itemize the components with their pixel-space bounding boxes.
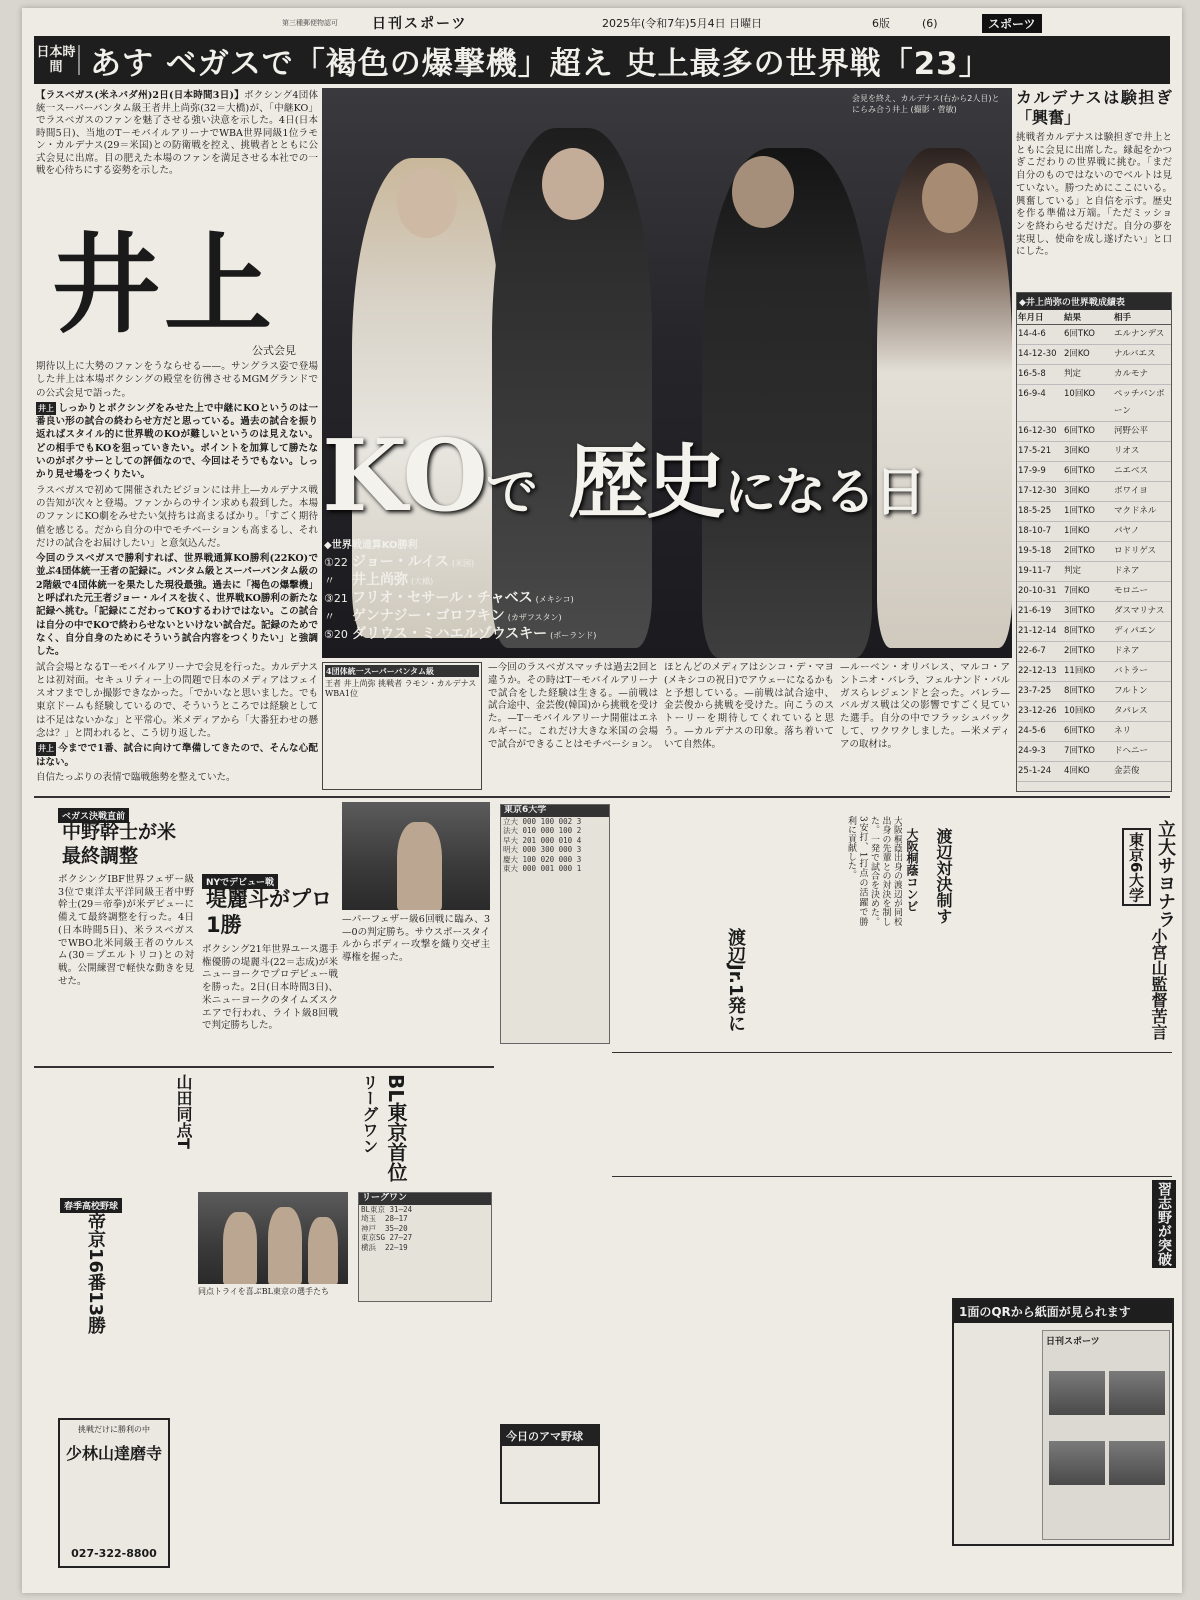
banner-headline [34, 36, 1170, 84]
ad-name: 少林山達磨寺 [65, 1444, 162, 1463]
record-cell-opp: カルモナ [1114, 369, 1149, 379]
qr-thumb [1049, 1371, 1105, 1415]
edition: 6版 [872, 17, 890, 30]
tsutsumi-text: ボクシング21年世界ユース選手権優勝の堤麗斗(22＝志成)が米ニューヨークでプロデビュー戦を勝った。2日(日本時間3日)、米ニューヨークのタイムズスクエアで行われ、ライト級8回戦で判定勝ちした。 [202, 944, 338, 1032]
sidebar-text: 挑戦者カルデナスは験担ぎで井上とともに会見に出席した。縁起をかつぎこだわりの世界戦に挑む。「まだ自分のものではないのでベルトは見ていない。勝つためにここにいる。興奮している」と自信を示す。歴史を作る準備は万端。「ただミッションを終わらせるだけだ。自分の夢を実現し、使命を成し遂げたい」と口にした。 [1016, 132, 1172, 258]
record-table-row [1017, 422, 1171, 442]
record-table-title: ◆井上尚弥の世界戦成績表 [1017, 293, 1171, 310]
qr-thumb [1109, 1371, 1165, 1415]
record-cell-result: 6回TKO [1064, 466, 1095, 476]
face [732, 156, 794, 228]
record-cell-result: 7回KO [1064, 586, 1090, 596]
record-table-row [1017, 702, 1171, 722]
tsutsumi-tag: NYでデビュー戦 [202, 870, 278, 889]
rikkyo-side: 小宮山監督苦言 [1149, 928, 1168, 1040]
main-photo [322, 88, 1012, 658]
record-cell-result: 6回TKO [1064, 726, 1095, 736]
record-cell-result: 2回TKO [1064, 646, 1095, 656]
record-table-row [1017, 502, 1171, 522]
record-cell-date: 21-12-14 [1018, 626, 1057, 636]
kicker: 公式会見 [252, 344, 296, 357]
score-line: 立大 000 100 002 3 [503, 816, 582, 826]
record-cell-date: 20-10-31 [1018, 586, 1057, 596]
ko-record-row: ⑤20 ダリウス・ミハエルゾウスキー (ポーランド) [324, 626, 597, 642]
lead-paragraph [36, 90, 318, 195]
ad-tel: 027-322-8800 [71, 1547, 157, 1560]
rugby-photo-caption: 同点トライを喜ぶBL東京の選手たち [198, 1287, 329, 1296]
score-line: 慶大 100 020 000 3 [503, 854, 582, 864]
body-paragraph: 井上 しっかりとボクシングをみせた上で中継にKOというのは一番良い形の試合の終わらせ方だと思っている。過去の試合を振り返ればスタイル的に世界戦のKOが難しいというのは見えない。どの相手でもKOを狙っていきたい。ポイントを加算して勝たないのがボクサーとしての評価なので、今回はそうでもない。しっかり見せ場をつくりたい。 [36, 402, 318, 481]
dateline: 【ラスベガス(米ネバダ州)2日(日本時間3日)】 [36, 90, 244, 101]
record-cell-result: 2回TKO [1064, 546, 1095, 556]
nakano-heading: 中野幹士が米最終調整 [62, 821, 177, 867]
qr-thumb [1109, 1441, 1165, 1485]
rugby-heading: BL東京首位 [384, 1074, 408, 1182]
record-cell-opp: バトラー [1114, 666, 1148, 676]
highschool-heading: 帝京16番13勝 [85, 1212, 106, 1335]
body-paragraph: 井上 今までで1番、試合に向けて準備してきたので、そんな心配はない。 [36, 743, 318, 768]
record-cell-result: 1回TKO [1064, 506, 1095, 516]
ko-record-row: ③21 フリオ・セサール・チャベス (メキシコ) [324, 590, 574, 606]
record-cell-result: 1回KO [1064, 526, 1090, 536]
record-table-row [1017, 682, 1171, 702]
nakano-tag: ベガス決戦直前 [58, 804, 129, 823]
face [922, 163, 978, 233]
qr-preview-title: 日刊スポーツ [1046, 1337, 1100, 1347]
tokyo6-scores: 東京6大学 立大 000 100 002 3 法大 010 000 100 2 早大 201 000 010 4 明大 000 300 000 3 慶大 100 020 000 3 東大 000 001 000 1 [500, 804, 610, 1044]
record-cell-date: 16-12-30 [1018, 426, 1057, 436]
lead-text: ボクシング4団体統一スーパーバンタム級王者井上尚弥(32＝大橋)が、「中継KO」でラスベガスのファンを魅了させる強い決意を示した。4日(日本時間5日)、当地のT－モバイルアリーナでWBA世界同級1位ラモン・カルデナス(29＝米国)との防衛戦を控え、挑戦者とともに公式会見に出席。目の肥えた本場のファンを満足させる本社での一戦を心待ちにする姿勢を示した。 [36, 90, 318, 176]
score-line: 法大 010 000 100 2 [503, 826, 582, 835]
score-line: 横浜 22—19 [361, 1242, 408, 1252]
record-cell-date: 19-11-7 [1018, 566, 1052, 576]
person [223, 1212, 257, 1284]
section-label: スポーツ [982, 14, 1042, 33]
interview-col-2: ほとんどのメディアはシンコ・デ・マヨ(メキシコの祝日)でアウェーになるかもと予想している。—前戦は試合途中、金芸俊から挑戦を受けた。向こうのストーリーを期待してくれていると思う。—カルデナスの印象。落ち着いていて自然体。 [664, 662, 834, 750]
record-cell-date: 18-5-25 [1018, 506, 1052, 516]
watanabe-sub: 大阪桐蔭コンビ [905, 828, 919, 912]
q-mark: 井上 [36, 402, 56, 415]
interview-band [322, 662, 1012, 790]
record-cell-result: 2回KO [1064, 349, 1090, 359]
record-cell-date: 21-6-19 [1018, 606, 1052, 616]
newspaper-page [22, 8, 1182, 1593]
section-divider [612, 1176, 1172, 1177]
main-headline-name: 井上 [52, 222, 277, 348]
record-cell-opp: ボワイヨ [1114, 486, 1148, 496]
section-divider [34, 796, 1170, 798]
record-table [1016, 292, 1172, 792]
bout-info-title: 4団体統一スーパーバンタム級 [325, 665, 479, 677]
headline-rekishi: 歴史 [568, 435, 725, 529]
record-cell-date: 23-12-26 [1018, 706, 1057, 716]
record-cell-result: 11回KO [1064, 666, 1096, 676]
record-cell-date: 24-5-6 [1018, 726, 1046, 736]
body-paragraph: 試合会場となるT－モバイルアリーナで会見を行った。カルデナスとは初対面。セキュリティー上の問題で日本のメディアはフェイスオフまでしか撮影できなかった。「でかいなと思いました。でも東京ドームも経験しているので、そういうところでは経験としては不足はないかな」と平常心。米メディアから「大番狂わせの懸念は？」と問われると、こう切り返した。 [36, 661, 318, 740]
ko-record-row: 〃 ゲンナジー・ゴロフキン (カザフスタン) [324, 608, 562, 624]
page-number: (6) [922, 16, 938, 30]
ko-record-row: 〃 井上尚弥 (大橋) [324, 572, 434, 588]
record-cell-date: 16-5-8 [1018, 369, 1046, 379]
record-cell-date: 17-12-30 [1018, 486, 1057, 496]
photo-caption: 会見を終え、カルデナス(右から2人目)とにらみ合う井上 (撮影・菅敏) [852, 94, 1000, 114]
cardenas-sidebar [1016, 88, 1172, 288]
score-line: 早大 201 000 010 4 [503, 835, 582, 845]
rikkyo-heading: 立大サヨナラ [1155, 820, 1176, 928]
record-table-row [1017, 582, 1171, 602]
record-cell-date: 18-10-7 [1018, 526, 1052, 536]
record-cell-opp: 金芸俊 [1114, 766, 1140, 776]
rugby-photo [198, 1192, 348, 1284]
record-cell-opp: ダスマリナス [1114, 606, 1165, 616]
interview-col-3: —ルーベン・オリバレス、マルコ・アントニオ・バレラ、フェルナンド・バルガスらレジェンドと会った。バレラ—バルガス戦は父の影響ですごく見ていた選手。自分の中でフラッシュバックして、ワクワクしました。—米メディアの取材は。 [840, 662, 1010, 750]
body-paragraph: 今回のラスベガスで勝利すれば、世界戦通算KO勝利(22KO)で並ぶ4団体統一王者の記録に。バンタム級とスーパーバンタム級の2階級で4団体統一を果たした現役最強。過去に「褐色の爆撃機」と呼ばれた元王者ジョー・ルイスを抜く、世界戦KO勝利の新たな記録へ挑む。「記録にこだわってKOするわけではない。この試合は自分の中でKOで終わらせないといけない試合だ。記録のためでなく、自分自身のためにそういう試合内容をつくりたい」と強調した。 [36, 553, 318, 658]
watanabe-text: 大阪桐蔭出身の渡辺が同校出身の先輩との対決を制した。一発で試合を決めた。3安打、1打点の活躍で勝利に貢献した。 [846, 816, 902, 926]
amateur-baseball-box [500, 1424, 600, 1504]
record-cell-date: 24-9-3 [1018, 746, 1046, 756]
record-cell-date: 17-5-21 [1018, 446, 1052, 456]
qr-thumb [1049, 1441, 1105, 1485]
rugby-scores: リーグワン BL東京 31—24 埼玉 28—17 神戸 35—20 東京SG 27—27 横浜 22—19 [358, 1192, 492, 1302]
boxer-cardenas [702, 148, 872, 658]
record-table-row [1017, 542, 1171, 562]
record-cell-opp: 河野公平 [1114, 426, 1149, 436]
body-paragraph: 期待以上に大勢のファンをうならせる——。サングラス姿で登場した井上は本場ボクシングの殿堂を彷彿させるMGMグランドでの公式会見で語った。 [36, 361, 318, 399]
record-cell-opp: モロニー [1114, 586, 1149, 596]
record-cell-opp: ドネア [1114, 566, 1140, 576]
bout-info-box [322, 662, 482, 790]
banner-tag: 日本時間 [34, 45, 80, 75]
main-article-body [36, 360, 318, 792]
headline-ko: KO [322, 419, 486, 534]
record-table-row [1017, 325, 1171, 345]
score-line: 明大 000 300 000 3 [503, 845, 582, 854]
score-line: 神戸 35—20 [361, 1223, 408, 1233]
face [397, 168, 457, 238]
record-table-row [1017, 345, 1171, 365]
watanabe-heading: 渡辺対決制す [934, 828, 953, 924]
issue-date: 2025年(令和7年)5月4日 日曜日 [602, 17, 763, 30]
record-cell-result: 10回KO [1064, 389, 1096, 399]
record-cell-opp: ネリ [1114, 726, 1132, 736]
record-cell-result: 8回TKO [1064, 686, 1095, 696]
interview-col-1: —今回のラスベガスマッチは過去2回と違うか。その時はT－モバイルアリーナで試合をした経験は生きる。—前戦は試合途中、金芸俊(韓国)から挑戦を受けた。—T－モバイルアリーナ開催はエネルギーに。これだけ大きな米国の会場で試合ができることはモチベーション。 [488, 662, 658, 750]
record-cell-opp: リオス [1114, 446, 1140, 456]
record-table-row [1017, 562, 1171, 582]
headline-naruhi: になる日 [724, 462, 925, 523]
record-table-row [1017, 482, 1171, 502]
qr-title: 1面のQRから紙面が見られます [954, 1300, 1172, 1323]
record-cell-opp: パヤノ [1114, 526, 1140, 536]
bout-info-text: 王者 井上尚弥 挑戦者 ラモン・カルデナス WBA1位 [325, 679, 477, 698]
record-cell-opp: ペッチバンボーン [1114, 389, 1165, 416]
record-cell-opp: ニエベス [1114, 466, 1149, 476]
highschool-side: 習志野が突破 [1152, 1180, 1176, 1268]
body-paragraph: 自信たっぷりの表情で臨戦態勢を整えていた。 [36, 771, 236, 783]
record-cell-opp: ナルバエス [1114, 349, 1156, 359]
person [308, 1217, 338, 1284]
temple-ad [58, 1418, 170, 1568]
ko-record-row: ①22 ジョー・ルイス (米国) [324, 554, 475, 570]
record-cell-result: 4回KO [1064, 766, 1090, 776]
q-mark: 井上 [36, 742, 56, 755]
qr-preview [1042, 1330, 1170, 1540]
record-cell-date: 16-9-4 [1018, 389, 1046, 399]
nakano-text: ボクシングIBF世界フェザー級3位で東洋太平洋同級王者中野幹士(29＝帝拳)が米デビューに備えて最終調整を行った。4日(日本時間5日)、米ラスベガスでWBO北米同級王者のウルスム(30＝プエルトリコ)との対戦。公開練習で軽快な動きを見せた。 [58, 874, 194, 987]
face [542, 148, 604, 220]
photo-headline [322, 418, 924, 534]
record-cell-opp: ロドリゲス [1114, 546, 1156, 556]
masthead [32, 12, 1172, 34]
record-table-row [1017, 762, 1171, 782]
record-table-row [1017, 642, 1171, 662]
record-cell-result: 8回TKO [1064, 626, 1095, 636]
record-cell-opp: フルトン [1114, 686, 1148, 696]
record-cell-date: 22-12-13 [1018, 666, 1057, 676]
record-cell-date: 23-7-25 [1018, 686, 1052, 696]
tsutsumi-cont: —パーフェザー級6回戦に臨み、3—0の判定勝ち。サウスポースタイルからボディー攻撃を織り交ぜ主導権を握った。 [342, 914, 490, 964]
record-cell-result: 3回KO [1064, 486, 1090, 496]
record-cell-date: 22-6-7 [1018, 646, 1046, 656]
yamada-heading: 山田同点T [174, 1074, 193, 1149]
section-divider [612, 1052, 1172, 1053]
record-cell-opp: ドヘニー [1114, 746, 1149, 756]
record-cell-result: 6回TKO [1064, 329, 1095, 339]
score-line: 東大 000 001 000 1 [503, 864, 582, 873]
record-cell-opp: ディパエン [1114, 626, 1156, 636]
record-cell-result: 6回TKO [1064, 426, 1095, 436]
record-cell-date: 14-4-6 [1018, 329, 1046, 339]
record-table-body [1017, 325, 1171, 782]
score-line: 埼玉 28—17 [361, 1214, 408, 1223]
record-cell-opp: ドネア [1114, 646, 1140, 656]
paper-name: 日刊スポーツ [372, 16, 468, 32]
record-table-row [1017, 742, 1171, 762]
record-cell-result: 判定 [1064, 566, 1082, 576]
tsutsumi-heading: 堤麗斗がプロ1勝 [206, 887, 332, 937]
postal-note: 第三種郵便物認可 [282, 19, 338, 27]
headline-de: で [485, 462, 536, 523]
record-table-row [1017, 722, 1171, 742]
record-cell-date: 19-5-18 [1018, 546, 1052, 556]
record-cell-opp: エルナンデス [1114, 329, 1165, 339]
record-table-row [1017, 462, 1171, 482]
record-cell-result: 3回KO [1064, 446, 1090, 456]
record-table-row [1017, 365, 1171, 385]
record-table-row [1017, 385, 1171, 422]
record-cell-date: 25-1-24 [1018, 766, 1052, 776]
record-table-row [1017, 622, 1171, 642]
record-cell-date: 14-12-30 [1018, 349, 1057, 359]
record-cell-opp: マクドネル [1114, 506, 1157, 516]
record-table-header: 年月日 結果 相手 [1017, 310, 1171, 325]
record-cell-result: 判定 [1064, 369, 1082, 379]
body-paragraph: ラスベガスで初めて開催されたビジョンには井上―カルデナス戦の告知が次々と登場。ファンからのサイン求めも殺到した。本場のファンにKO劇をみせたい気持ちは高まるばかり。「すごく期待値を感じる。だから自分の中でモチベーションも高まるし、それだけの試合をお届けしたい」と意気込んだ。 [36, 484, 318, 549]
watanabe-heading-2: 渡辺Jr.1発に [725, 928, 746, 1033]
ko-record-list [324, 536, 624, 644]
score-line: BL東京 31—24 [361, 1204, 413, 1214]
amateur-title: 今日のアマ野球 [502, 1426, 598, 1446]
person [268, 1207, 302, 1284]
record-table-row [1017, 602, 1171, 622]
record-table-row [1017, 442, 1171, 462]
record-cell-result: 7回TKO [1064, 746, 1095, 756]
record-cell-result: 3回TKO [1064, 606, 1095, 616]
banner-text: あす ベガスで「褐色の爆撃機」超え 史上最多の世界戦「23」 [90, 45, 991, 82]
section-divider [34, 1066, 494, 1068]
rikkyo-sub: 東京6大学 [1122, 828, 1151, 906]
person [397, 822, 442, 910]
record-cell-result: 10回KO [1064, 706, 1096, 716]
qr-promo-box [952, 1298, 1174, 1546]
record-cell-opp: タパレス [1114, 706, 1148, 716]
rugby-sub: リーグワン [360, 1074, 379, 1154]
sidebar-heading: カルデナスは験担ぎ「興奮」 [1016, 88, 1172, 127]
tsutsumi-photo [342, 802, 490, 910]
score-line: 東京SG 27—27 [361, 1233, 413, 1242]
ko-record-title: ◆世界戦通算KO勝利 [324, 540, 418, 551]
ad-kicker: 挑戦だけに勝利の中 [78, 1425, 150, 1434]
record-table-row [1017, 522, 1171, 542]
highschool-tag: 春季高校野球 [60, 1194, 122, 1213]
record-table-row [1017, 662, 1171, 682]
record-cell-date: 17-9-9 [1018, 466, 1046, 476]
